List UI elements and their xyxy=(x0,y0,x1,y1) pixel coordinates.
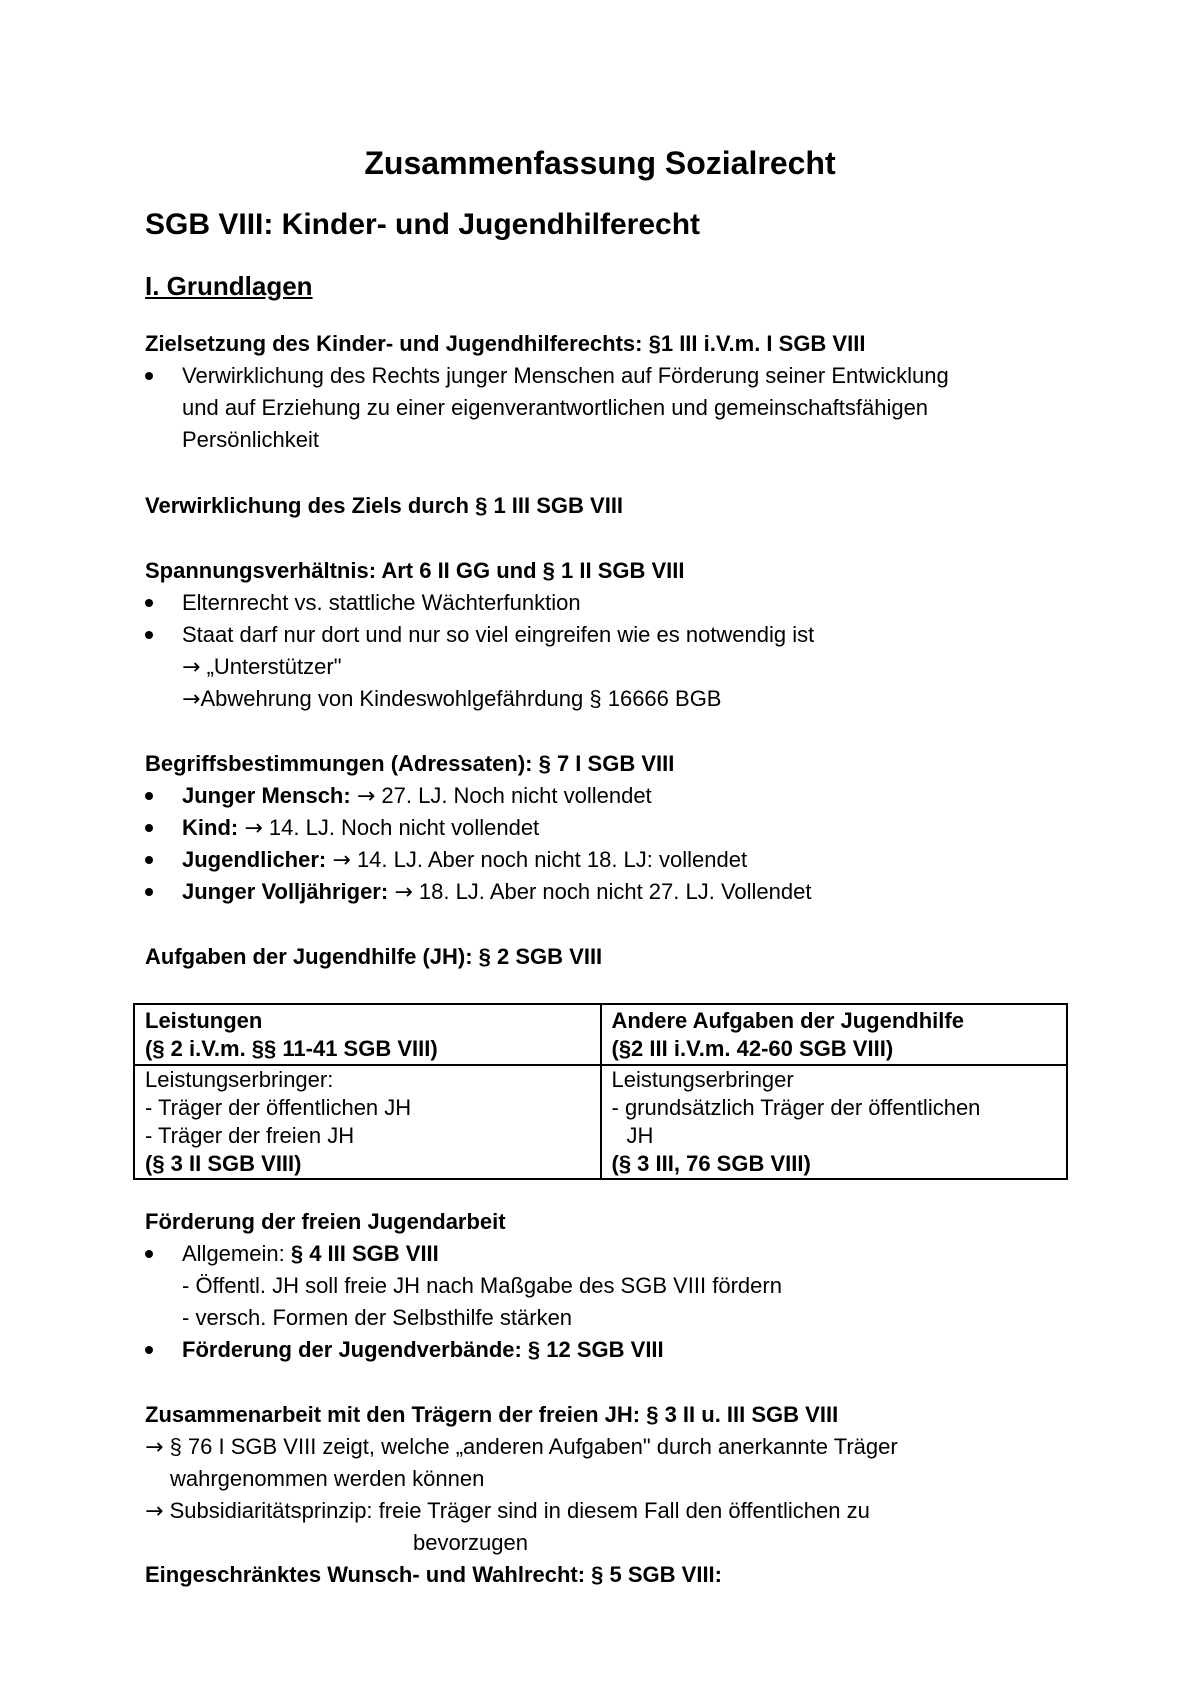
bullet-text: Staat darf nur dort und nur so viel eingreifen wie es notwendig ist xyxy=(182,622,815,647)
bullet-icon xyxy=(145,888,153,896)
arrow-line xyxy=(182,651,342,684)
bullet-icon xyxy=(145,856,153,864)
arrow-line xyxy=(145,1495,870,1528)
subsection-heading: Verwirklichung des Ziels durch § 1 III SGB VIII xyxy=(145,493,624,518)
arrow-line xyxy=(182,683,721,716)
cell-reference: (§ 3 III, 76 SGB VIII) xyxy=(611,1151,811,1176)
table-cell xyxy=(134,1065,601,1179)
bullet-icon xyxy=(145,372,153,380)
definition-text: 18. LJ. Aber noch nicht 27. LJ. Vollendet xyxy=(418,879,812,904)
bullet-icon xyxy=(145,631,153,639)
subsection-heading: Zusammenarbeit mit den Trägern der freien JH: § 3 II u. III SGB VIII xyxy=(145,1402,839,1427)
bullet-text-continued: - Öffentl. JH soll freie JH nach Maßgabe des SGB VIII fördern xyxy=(182,1273,782,1298)
definition-item xyxy=(182,812,539,845)
bullet-text: Elternrecht vs. stattliche Wächterfunktion xyxy=(182,590,581,615)
bullet-text: Verwirklichung des Rechts junger Menschen auf Förderung seiner Entwicklung xyxy=(182,363,949,388)
subsection-heading: Begriffsbestimmungen (Adressaten): § 7 I SGB VIII xyxy=(145,751,675,776)
definition-text: 14. LJ. Noch nicht vollendet xyxy=(268,815,540,840)
bullet-text xyxy=(182,1238,439,1270)
document-title: Zusammenfassung Sozialrecht xyxy=(364,145,836,181)
arrow-right-icon: → xyxy=(356,784,376,809)
bullet-icon xyxy=(145,1250,153,1258)
definition-term: Kind: xyxy=(182,815,239,840)
arrow-right-icon: → xyxy=(182,655,201,680)
definition-text: 27. LJ. Noch nicht vollendet xyxy=(381,783,652,808)
arrow-right-icon: → xyxy=(332,848,351,873)
bullet-text-continued: Persönlichkeit xyxy=(182,427,319,452)
subsection-heading: Aufgaben der Jugendhilfe (JH): § 2 SGB VIII xyxy=(145,944,603,969)
definition-item xyxy=(182,780,652,813)
definition-text: 14. LJ. Aber noch nicht 18. LJ: vollendet xyxy=(356,847,748,872)
bullet-text: Förderung der Jugendverbände: § 12 SGB VIII xyxy=(182,1337,664,1362)
cell-reference: (§ 3 II SGB VIII) xyxy=(145,1151,302,1176)
bullet-reference: § 4 III SGB VIII xyxy=(290,1241,439,1266)
header-title: Leistungen xyxy=(145,1008,263,1033)
table-cell xyxy=(601,1065,1068,1179)
arrow-text: Subsidiaritätsprinzip: freie Träger sind in diesem Fall den öffentlichen zu xyxy=(169,1498,870,1523)
cell-text: Leistungserbringer xyxy=(611,1067,794,1092)
arrow-right-icon: → xyxy=(182,687,201,712)
arrow-right-icon: → xyxy=(145,1499,164,1524)
cell-text: JH xyxy=(626,1123,654,1148)
definition-term: Junger Mensch: xyxy=(182,783,351,808)
table-header-cell xyxy=(601,1004,1068,1065)
arrow-right-icon: → xyxy=(145,1435,164,1460)
chapter-heading: SGB VIII: Kinder- und Jugendhilferecht xyxy=(145,208,701,241)
cell-text: - grundsätzlich Träger der öffentlichen xyxy=(611,1095,981,1120)
bullet-icon xyxy=(145,824,153,832)
definition-term: Jugendlicher: xyxy=(182,847,327,872)
subsection-heading: Spannungsverhältnis: Art 6 II GG und § 1 II SGB VIII xyxy=(145,558,685,583)
arrow-right-icon: → xyxy=(244,816,263,841)
bullet-icon xyxy=(145,599,153,607)
arrow-line xyxy=(145,1431,898,1464)
cell-text: - Träger der öffentlichen JH xyxy=(145,1095,412,1120)
definition-term: Junger Volljähriger: xyxy=(182,879,389,904)
table-row xyxy=(134,1065,1067,1179)
arrow-right-icon: → xyxy=(394,880,413,905)
subsection-heading: Förderung der freien Jugendarbeit xyxy=(145,1209,506,1234)
header-title: Andere Aufgaben der Jugendhilfe xyxy=(611,1008,964,1033)
bullet-icon xyxy=(145,792,153,800)
definition-item xyxy=(182,844,747,877)
cell-text: Leistungserbringer: xyxy=(145,1067,334,1092)
arrow-text: § 76 I SGB VIII zeigt, welche „anderen Aufgaben" durch anerkannte Träger xyxy=(169,1434,898,1459)
bullet-label: Allgemein: xyxy=(182,1241,285,1266)
arrow-text-continued: bevorzugen xyxy=(413,1530,528,1555)
subsection-heading: Eingeschränktes Wunsch- und Wahlrecht: § 5 SGB VIII: xyxy=(145,1562,722,1587)
arrow-text: „Unterstützer" xyxy=(206,654,342,679)
subsection-heading: Zielsetzung des Kinder- und Jugendhilferechts: §1 III i.V.m. I SGB VIII xyxy=(145,331,866,356)
header-reference: (§2 III i.V.m. 42-60 SGB VIII) xyxy=(611,1036,894,1061)
bullet-text-continued: und auf Erziehung zu einer eigenverantwortlichen und gemeinschaftsfähigen xyxy=(182,395,929,420)
table-header-cell xyxy=(134,1004,601,1065)
arrow-text: Abwehrung von Kindeswohlgefährdung § 16666 BGB xyxy=(200,686,722,711)
cell-text: - Träger der freien JH xyxy=(145,1123,355,1148)
header-reference: (§ 2 i.V.m. §§ 11-41 SGB VIII) xyxy=(145,1036,438,1061)
bullet-icon xyxy=(145,1346,153,1354)
arrow-text-continued: wahrgenommen werden können xyxy=(170,1466,485,1491)
definition-item xyxy=(182,876,811,909)
bullet-text-continued: - versch. Formen der Selbsthilfe stärken xyxy=(182,1305,573,1330)
table-header-row xyxy=(134,1004,1067,1065)
section-heading: I. Grundlagen xyxy=(145,271,313,301)
tasks-table xyxy=(133,1003,1068,1180)
